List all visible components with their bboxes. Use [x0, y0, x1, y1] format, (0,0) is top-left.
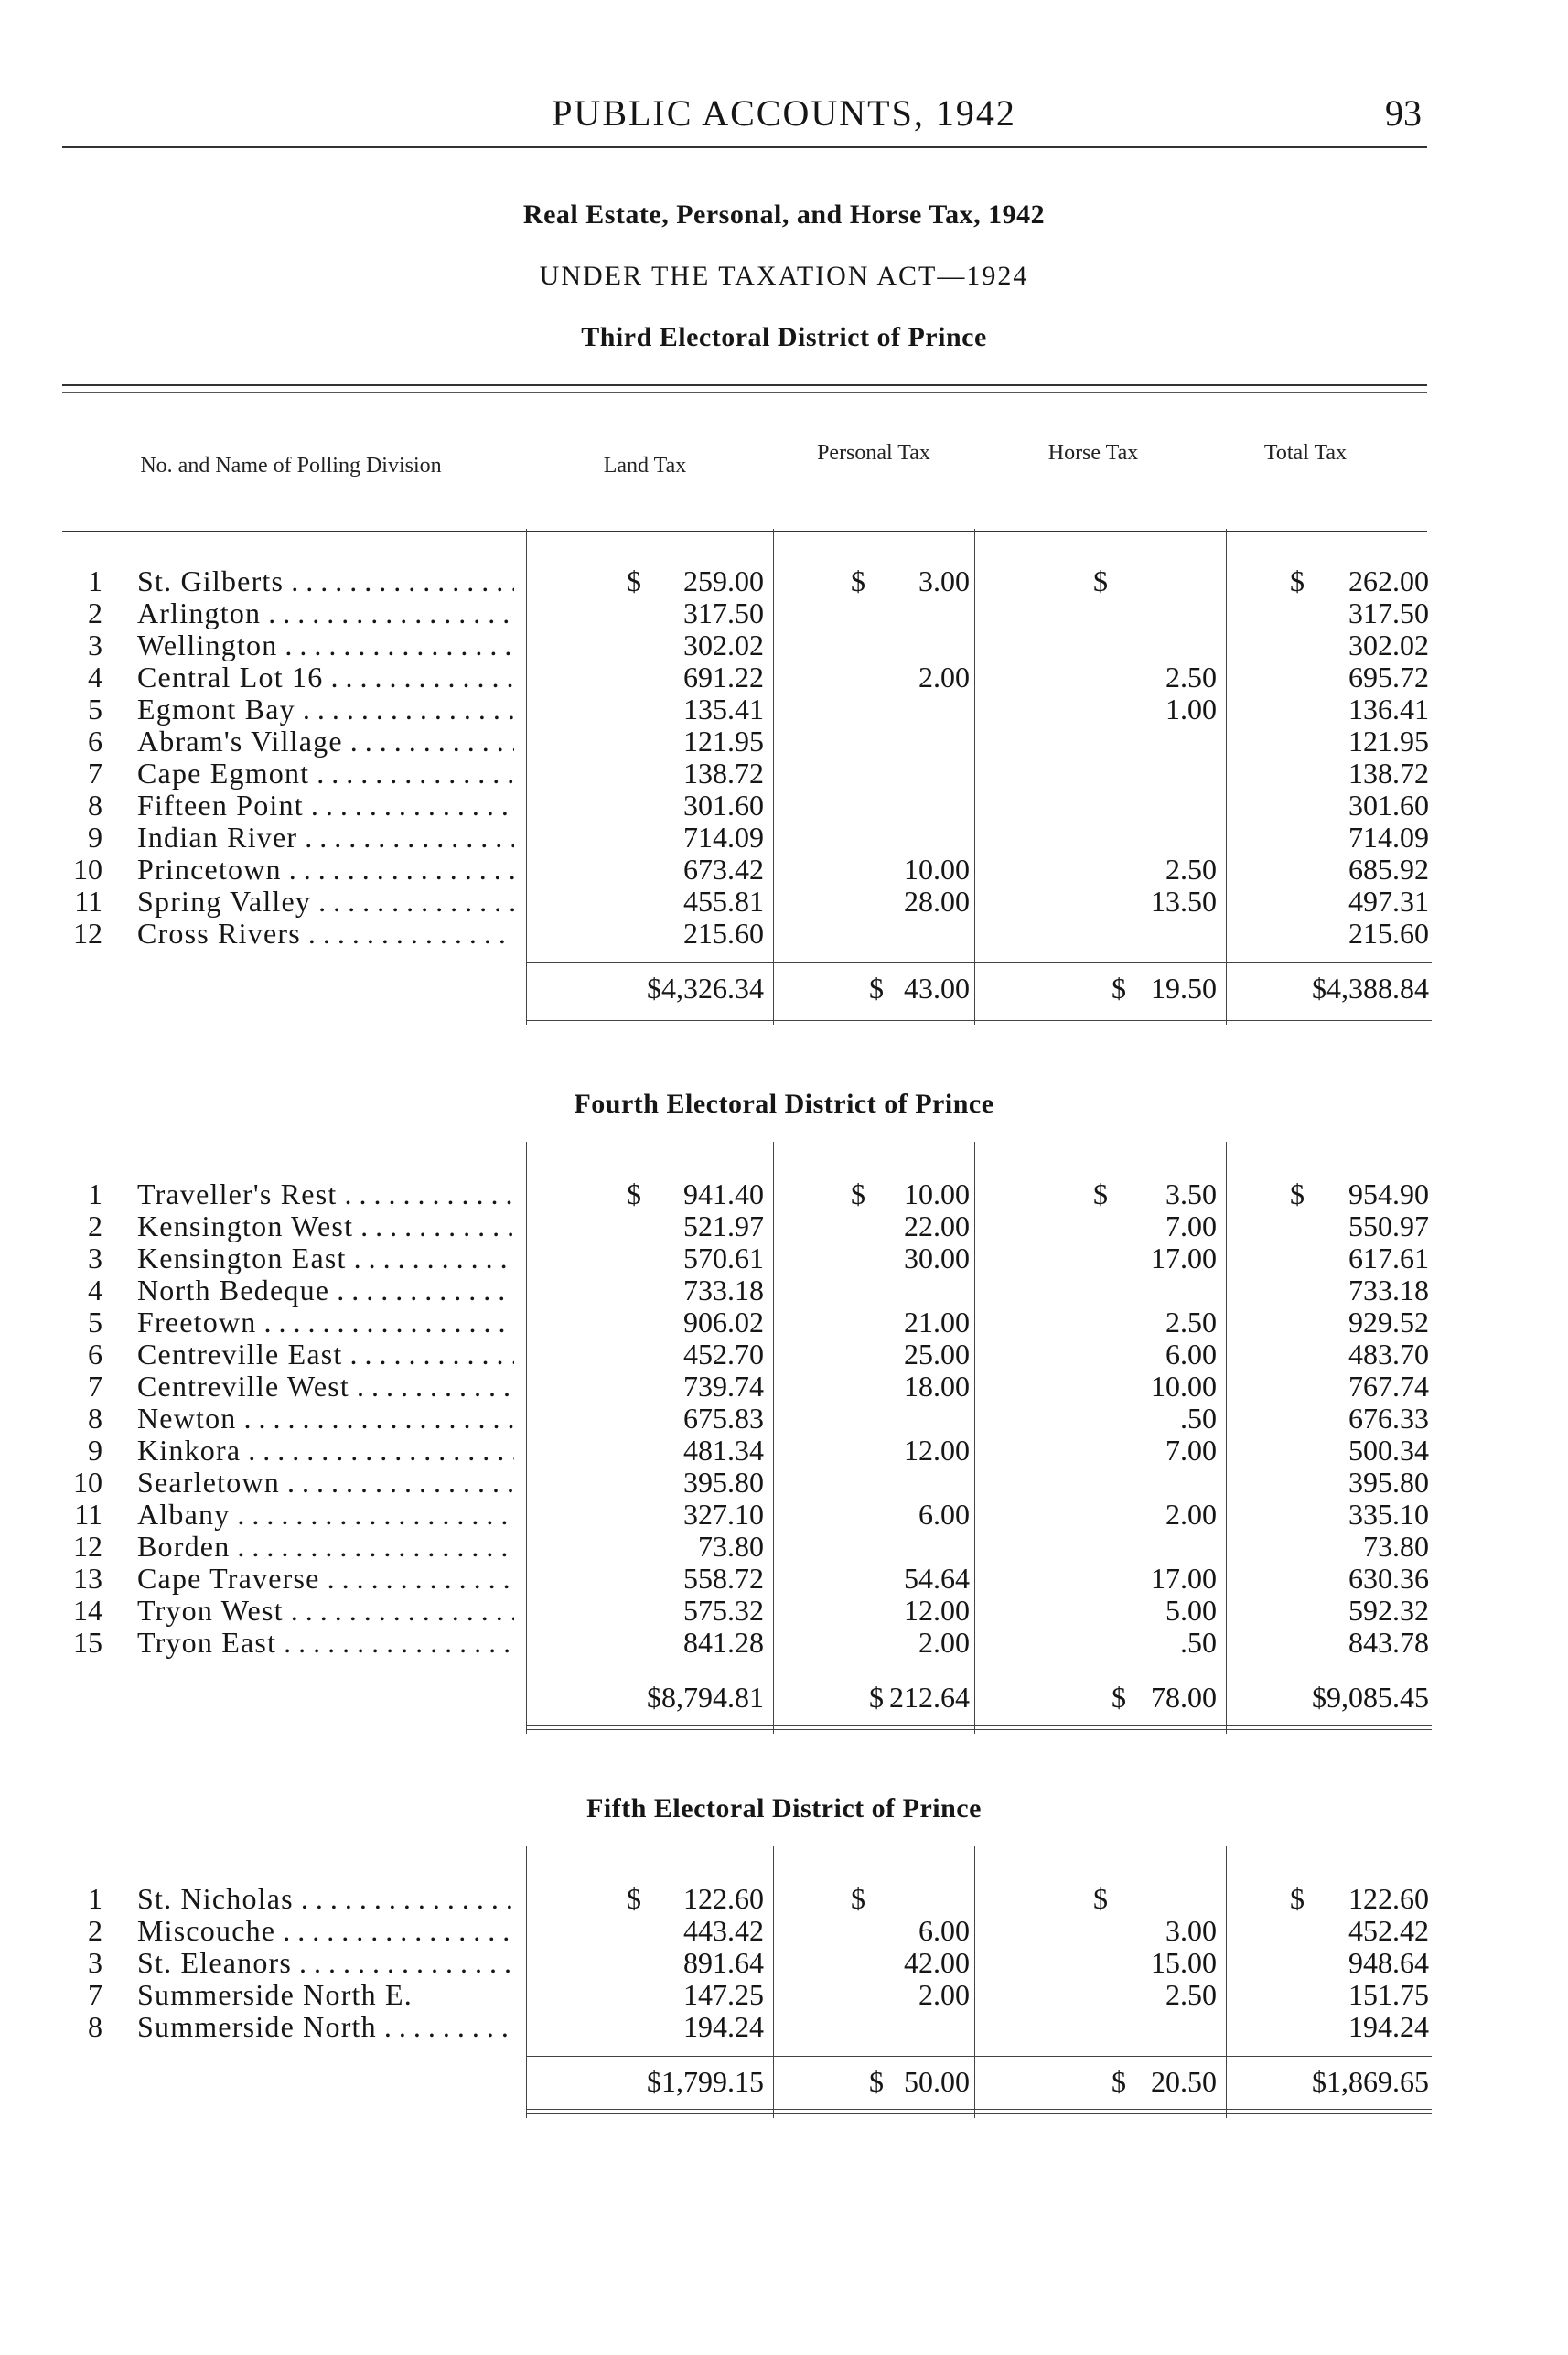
- horse-dollar-sign: $: [1093, 1178, 1108, 1210]
- table-row: [0, 1915, 1568, 1947]
- section-heading: Fourth Electoral District of Prince: [574, 1089, 994, 1119]
- division-name: Kinkora . . .: [137, 1435, 514, 1467]
- total-tax-value: 948.64: [1348, 1946, 1429, 1979]
- division-name: Wellington . . .: [137, 629, 514, 661]
- personal-dollar-sign: $: [851, 1178, 865, 1210]
- subtotal-rule: [526, 962, 1432, 963]
- land-tax-value: 443.42: [683, 1914, 764, 1947]
- land-tax-value: 147.25: [683, 1978, 764, 2011]
- total-tax-value: 302.02: [1348, 629, 1429, 661]
- division-name: Kensington East . . .: [137, 1242, 514, 1274]
- table-row: [0, 758, 1568, 790]
- division-name: Borden . . .: [137, 1531, 514, 1563]
- total-tax-value: 929.52: [1348, 1306, 1429, 1339]
- horse-tax-value: 2.00: [1165, 1498, 1217, 1531]
- division-name: St. Nicholas . . .: [137, 1883, 514, 1915]
- land-tax-value: 558.72: [683, 1562, 764, 1595]
- total-tax-value: 122.60: [1348, 1882, 1429, 1915]
- table-row: [0, 1467, 1568, 1499]
- page-number: 93: [1385, 92, 1422, 134]
- total-rule: [526, 1725, 1432, 1726]
- division-name: Kensington West . . .: [137, 1210, 514, 1242]
- total-rule-double: [526, 2113, 1432, 2114]
- land-tax-value: 691.22: [683, 661, 764, 694]
- division-name: St. Eleanors . . .: [137, 1947, 514, 1979]
- total-tax-value: 500.34: [1348, 1434, 1429, 1467]
- horse-total: 20.50: [1151, 2065, 1217, 2098]
- total-tax-value: 121.95: [1348, 725, 1429, 758]
- personal-dollar-sign: $: [851, 1882, 865, 1915]
- header-rule-bottom: [62, 531, 1427, 532]
- total-tax-value: 592.32: [1348, 1594, 1429, 1627]
- division-name: Egmont Bay . . .: [137, 694, 514, 726]
- land-tax-value: 714.09: [683, 821, 764, 854]
- total-dollar-sign: $: [1290, 1882, 1305, 1915]
- division-name: Abram's Village . . .: [137, 726, 514, 758]
- table-row: [0, 2011, 1568, 2043]
- table-row: [0, 1371, 1568, 1403]
- total-tax-value: 483.70: [1348, 1338, 1429, 1371]
- horse-tax-value: 2.50: [1165, 1306, 1217, 1339]
- personal-tax-value: 3.00: [918, 565, 970, 597]
- running-head: PUBLIC ACCOUNTS, 1942: [552, 92, 1016, 134]
- total-rule: [526, 2109, 1432, 2110]
- table-row: [0, 565, 1568, 597]
- total-tax-value: 550.97: [1348, 1210, 1429, 1242]
- subtotal-rule: [526, 2056, 1432, 2057]
- division-number: 3: [88, 629, 102, 661]
- land-tax-value: 395.80: [683, 1466, 764, 1499]
- land-tax-value: 138.72: [683, 757, 764, 790]
- land-tax-value: 733.18: [683, 1274, 764, 1307]
- column-header-land: Land Tax: [603, 454, 687, 478]
- land-dollar-sign: $: [627, 565, 641, 597]
- horse-tax-value: 6.00: [1165, 1338, 1217, 1371]
- horse-tax-value: .50: [1180, 1626, 1217, 1659]
- division-name: Spring Valley . . .: [137, 886, 514, 918]
- horse-tax-value: 2.50: [1165, 1978, 1217, 2011]
- personal-tax-value: 42.00: [904, 1946, 970, 1979]
- totals-row: [0, 1679, 1568, 1715]
- horse-tax-value: 10.00: [1151, 1370, 1217, 1403]
- horse-total: 19.50: [1151, 972, 1217, 1005]
- personal-tax-value: 21.00: [904, 1306, 970, 1339]
- horse-dollar-sign: $: [1093, 1882, 1108, 1915]
- personal-tax-value: 12.00: [904, 1434, 970, 1467]
- horse-tax-value: 17.00: [1151, 1242, 1217, 1274]
- total-tax-value: 630.36: [1348, 1562, 1429, 1595]
- total-tax-value: 136.41: [1348, 693, 1429, 726]
- division-number: 2: [88, 597, 102, 629]
- personal-tax-value: 6.00: [918, 1498, 970, 1531]
- table-row: [0, 1627, 1568, 1659]
- total-tax-value: 695.72: [1348, 661, 1429, 694]
- division-number: 10: [73, 853, 102, 886]
- division-number: 1: [88, 565, 102, 597]
- total-tax-value: 395.80: [1348, 1466, 1429, 1499]
- table-row: [0, 629, 1568, 661]
- division-number: 2: [88, 1210, 102, 1242]
- total-rule-double: [526, 1729, 1432, 1730]
- land-tax-value: 259.00: [683, 565, 764, 597]
- section-heading-third: Third Electoral District of Prince: [581, 322, 987, 352]
- total-tax-value: 262.00: [1348, 565, 1429, 597]
- division-name: Arlington . . .: [137, 597, 514, 629]
- table-row: [0, 726, 1568, 758]
- division-number: 9: [88, 1434, 102, 1467]
- division-number: 7: [88, 1978, 102, 2011]
- personal-tax-value: 2.00: [918, 1978, 970, 2011]
- total-tax-value: 843.78: [1348, 1626, 1429, 1659]
- table-row: [0, 790, 1568, 822]
- land-tax-value: 452.70: [683, 1338, 764, 1371]
- land-total: $4,326.34: [647, 972, 764, 1005]
- total-tax-value: 138.72: [1348, 757, 1429, 790]
- personal-tax-value: 2.00: [918, 1626, 970, 1659]
- land-tax-value: 327.10: [683, 1498, 764, 1531]
- table-row: [0, 1563, 1568, 1595]
- personal-tax-value: 22.00: [904, 1210, 970, 1242]
- division-number: 10: [73, 1466, 102, 1499]
- division-number: 6: [88, 1338, 102, 1371]
- total-tax-value: 767.74: [1348, 1370, 1429, 1403]
- horse-tax-value: 15.00: [1151, 1946, 1217, 1979]
- personal-total-dollar-sign: $: [869, 1681, 884, 1714]
- personal-tax-value: 54.64: [904, 1562, 970, 1595]
- division-name: Albany . . .: [137, 1499, 514, 1531]
- column-header-division: No. and Name of Polling Division: [140, 454, 442, 478]
- division-name: Summerside North E.: [137, 1979, 413, 2011]
- table-row: [0, 1307, 1568, 1339]
- land-total: $8,794.81: [647, 1681, 764, 1714]
- total-tax-value: 335.10: [1348, 1498, 1429, 1531]
- division-name: Fifteen Point . . .: [137, 790, 514, 822]
- personal-tax-value: 28.00: [904, 885, 970, 918]
- horse-tax-value: 13.50: [1151, 885, 1217, 918]
- division-number: 8: [88, 1402, 102, 1435]
- table-row: [0, 1403, 1568, 1435]
- personal-tax-value: 10.00: [904, 853, 970, 886]
- land-tax-value: 481.34: [683, 1434, 764, 1467]
- personal-tax-value: 12.00: [904, 1594, 970, 1627]
- division-number: 7: [88, 1370, 102, 1403]
- personal-tax-value: 30.00: [904, 1242, 970, 1274]
- division-number: 11: [74, 1498, 102, 1531]
- horse-tax-value: 7.00: [1165, 1210, 1217, 1242]
- total-tax-value: 215.60: [1348, 917, 1429, 950]
- land-tax-value: 455.81: [683, 885, 764, 918]
- horse-tax-value: 5.00: [1165, 1594, 1217, 1627]
- horse-total-dollar-sign: $: [1112, 1681, 1126, 1714]
- division-number: 5: [88, 693, 102, 726]
- horse-total-dollar-sign: $: [1112, 2065, 1126, 2098]
- division-name: Tryon West . . .: [137, 1595, 514, 1627]
- table-row: [0, 661, 1568, 694]
- division-name: Traveller's Rest . . .: [137, 1178, 514, 1210]
- division-number: 12: [73, 1530, 102, 1563]
- total-dollar-sign: $: [1290, 1178, 1305, 1210]
- division-name: Central Lot 16 . . .: [137, 661, 514, 694]
- column-header-total: Total Tax: [1263, 441, 1348, 465]
- land-tax-value: 121.95: [683, 725, 764, 758]
- land-tax-value: 301.60: [683, 789, 764, 822]
- horse-dollar-sign: $: [1093, 565, 1108, 597]
- personal-tax-value: 18.00: [904, 1370, 970, 1403]
- division-name: Miscouche . . .: [137, 1915, 514, 1947]
- division-number: 1: [88, 1178, 102, 1210]
- table-row: [0, 1979, 1568, 2011]
- total-rule-double: [526, 1020, 1432, 1021]
- table-row: [0, 694, 1568, 726]
- division-number: 8: [88, 2010, 102, 2043]
- land-tax-value: 675.83: [683, 1402, 764, 1435]
- totals-row: [0, 2063, 1568, 2100]
- division-name: Summerside North . . .: [137, 2011, 514, 2043]
- land-tax-value: 135.41: [683, 693, 764, 726]
- land-total: $1,799.15: [647, 2065, 764, 2098]
- horse-tax-value: 7.00: [1165, 1434, 1217, 1467]
- division-name: Newton . . .: [137, 1403, 514, 1435]
- horse-tax-value: 2.50: [1165, 661, 1217, 694]
- table-row: [0, 1210, 1568, 1242]
- division-name: St. Gilberts . . .: [137, 565, 514, 597]
- land-tax-value: 302.02: [683, 629, 764, 661]
- personal-total-dollar-sign: $: [869, 2065, 884, 2098]
- total-tax-value: 317.50: [1348, 597, 1429, 629]
- table-row: [0, 1274, 1568, 1307]
- personal-total: 50.00: [904, 2065, 970, 2098]
- division-number: 11: [74, 885, 102, 918]
- land-tax-value: 521.97: [683, 1210, 764, 1242]
- land-tax-value: 570.61: [683, 1242, 764, 1274]
- land-tax-value: 575.32: [683, 1594, 764, 1627]
- horse-tax-value: 1.00: [1165, 693, 1217, 726]
- total-tax-value: 733.18: [1348, 1274, 1429, 1307]
- land-tax-value: 215.60: [683, 917, 764, 950]
- division-number: 2: [88, 1914, 102, 1947]
- land-tax-value: 673.42: [683, 853, 764, 886]
- division-number: 7: [88, 757, 102, 790]
- total-dollar-sign: $: [1290, 565, 1305, 597]
- division-number: 13: [73, 1562, 102, 1595]
- table-row: [0, 1531, 1568, 1563]
- section-heading: Fifth Electoral District of Prince: [586, 1793, 982, 1823]
- horse-tax-value: 17.00: [1151, 1562, 1217, 1595]
- table-title: Real Estate, Personal, and Horse Tax, 1942: [522, 199, 1046, 230]
- land-tax-value: 739.74: [683, 1370, 764, 1403]
- horse-tax-value: .50: [1180, 1402, 1217, 1435]
- division-name: Princetown . . .: [137, 854, 514, 886]
- total-tax-value: 954.90: [1348, 1178, 1429, 1210]
- personal-dollar-sign: $: [851, 565, 865, 597]
- division-number: 6: [88, 725, 102, 758]
- land-tax-value: 194.24: [683, 2010, 764, 2043]
- land-tax-value: 317.50: [683, 597, 764, 629]
- table-row: [0, 1595, 1568, 1627]
- table-row: [0, 822, 1568, 854]
- total-total: $4,388.84: [1312, 972, 1429, 1005]
- total-tax-value: 73.80: [1363, 1530, 1429, 1563]
- land-dollar-sign: $: [627, 1178, 641, 1210]
- total-tax-value: 714.09: [1348, 821, 1429, 854]
- division-number: 1: [88, 1882, 102, 1915]
- personal-tax-value: 10.00: [904, 1178, 970, 1210]
- land-tax-value: 841.28: [683, 1626, 764, 1659]
- division-number: 14: [73, 1594, 102, 1627]
- division-name: Freetown . . .: [137, 1307, 514, 1339]
- horse-total-dollar-sign: $: [1112, 972, 1126, 1005]
- total-total: $9,085.45: [1312, 1681, 1429, 1714]
- division-name: Tryon East . . .: [137, 1627, 514, 1659]
- land-tax-value: 906.02: [683, 1306, 764, 1339]
- total-tax-value: 301.60: [1348, 789, 1429, 822]
- total-tax-value: 676.33: [1348, 1402, 1429, 1435]
- totals-row: [0, 970, 1568, 1006]
- table-row: [0, 1947, 1568, 1979]
- total-tax-value: 497.31: [1348, 885, 1429, 918]
- table-row: [0, 1242, 1568, 1274]
- division-number: 5: [88, 1306, 102, 1339]
- table-row: [0, 1339, 1568, 1371]
- column-header-personal: Personal Tax: [817, 441, 930, 465]
- division-name: Indian River . . .: [137, 822, 514, 854]
- land-dollar-sign: $: [627, 1882, 641, 1915]
- head-rule: [62, 146, 1427, 148]
- division-number: 4: [88, 661, 102, 694]
- total-tax-value: 194.24: [1348, 2010, 1429, 2043]
- horse-tax-value: 2.50: [1165, 853, 1217, 886]
- personal-tax-value: 25.00: [904, 1338, 970, 1371]
- division-name: Cape Egmont . . .: [137, 758, 514, 790]
- division-number: 8: [88, 789, 102, 822]
- table-subtitle: UNDER THE TAXATION ACT—1924: [539, 261, 1029, 291]
- total-total: $1,869.65: [1312, 2065, 1429, 2098]
- division-number: 4: [88, 1274, 102, 1307]
- table-row: [0, 1178, 1568, 1210]
- land-tax-value: 891.64: [683, 1946, 764, 1979]
- column-header-horse: Horse Tax: [1047, 441, 1139, 465]
- division-name: Centreville West . . .: [137, 1371, 514, 1403]
- division-number: 3: [88, 1242, 102, 1274]
- personal-total: 43.00: [904, 972, 970, 1005]
- table-row: [0, 1883, 1568, 1915]
- division-number: 15: [73, 1626, 102, 1659]
- division-name: Centreville East . . .: [137, 1339, 514, 1371]
- table-row: [0, 597, 1568, 629]
- horse-total: 78.00: [1151, 1681, 1217, 1714]
- division-number: 12: [73, 917, 102, 950]
- land-tax-value: 941.40: [683, 1178, 764, 1210]
- personal-tax-value: 2.00: [918, 661, 970, 694]
- total-tax-value: 151.75: [1348, 1978, 1429, 2011]
- division-name: Cross Rivers . . .: [137, 918, 514, 950]
- table-row: [0, 1499, 1568, 1531]
- table-row: [0, 918, 1568, 950]
- total-tax-value: 685.92: [1348, 853, 1429, 886]
- table-row: [0, 886, 1568, 918]
- horse-tax-value: 3.00: [1165, 1914, 1217, 1947]
- division-number: 3: [88, 1946, 102, 1979]
- personal-total-dollar-sign: $: [869, 972, 884, 1005]
- land-tax-value: 122.60: [683, 1882, 764, 1915]
- land-tax-value: 73.80: [698, 1530, 764, 1563]
- division-name: Searletown . . .: [137, 1467, 514, 1499]
- division-number: 9: [88, 821, 102, 854]
- header-rule-top: [62, 384, 1427, 392]
- table-row: [0, 854, 1568, 886]
- total-tax-value: 452.42: [1348, 1914, 1429, 1947]
- division-name: North Bedeque . . .: [137, 1274, 514, 1307]
- personal-tax-value: 6.00: [918, 1914, 970, 1947]
- horse-tax-value: 3.50: [1165, 1178, 1217, 1210]
- division-name: Cape Traverse . . .: [137, 1563, 514, 1595]
- total-tax-value: 617.61: [1348, 1242, 1429, 1274]
- personal-total: 212.64: [889, 1681, 970, 1714]
- table-row: [0, 1435, 1568, 1467]
